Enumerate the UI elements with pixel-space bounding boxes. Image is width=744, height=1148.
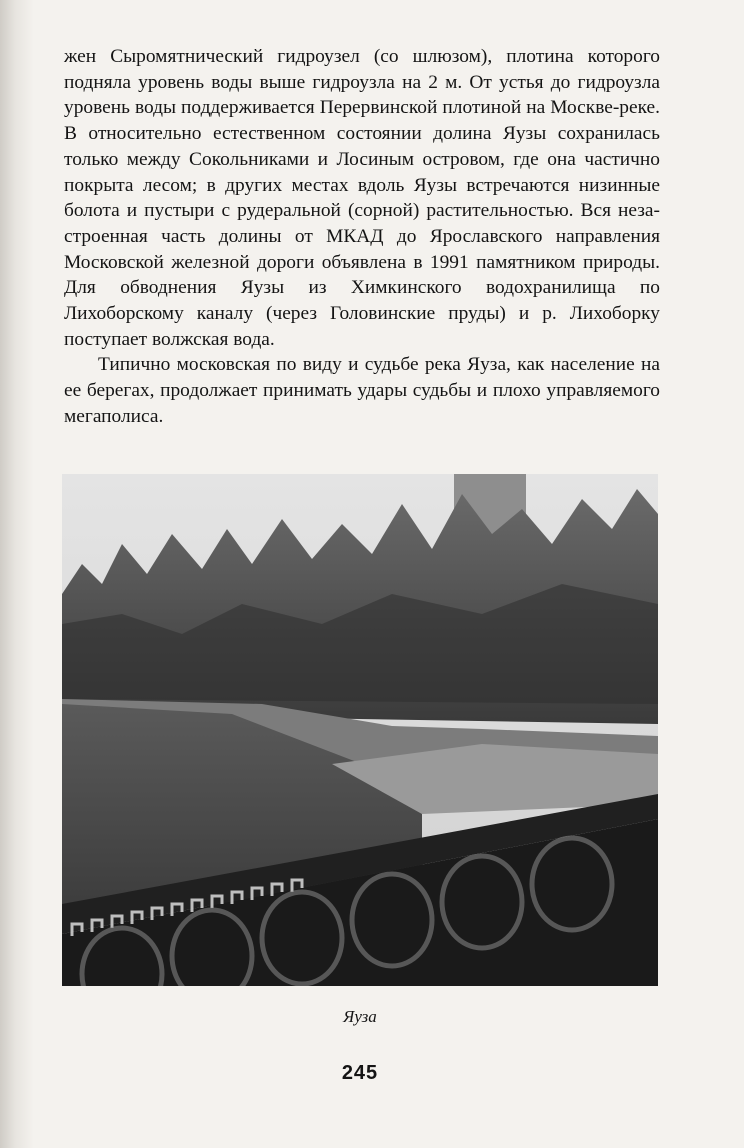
paragraph-2: Типично московская по виду и судьбе река Яуза, как население на ее берегах, продолжает принимать удары судьбы и плохо управляемого мегаполиса. bbox=[64, 354, 660, 427]
yauza-river-photo bbox=[62, 474, 658, 986]
photo-caption: Яуза bbox=[343, 1007, 377, 1026]
page-edge-shadow bbox=[0, 0, 34, 1148]
paragraph-1: жен Сыромятнический гидроузел (со шлюзом), плотина которого подняла уровень воды выше гидроузла на 2 м. От устья до гидроузла уровень воды поддерживается Перервинской плотиной на Москве-реке. В относительно естественном состоянии долина Яузы сохранилась только между Сокольниками и Лосиным островом, где она частично покрыта лесом; в других местах вдоль Яузы встречаются низинные болота и пустыри с рудеральной (сорной) растительностью. Вся незастроенная часть долины от МКАД до Ярославского направления Московской железной дороги объявлена в 1991 памятником природы. Для обводнения Яузы из Химкинского водохранилища по Лихоборскому каналу (через Головинские пруды) и р. Лихоборку поступает волжская вода. bbox=[64, 46, 660, 350]
page-number: 245 bbox=[341, 1062, 379, 1084]
body-text bbox=[64, 44, 660, 430]
